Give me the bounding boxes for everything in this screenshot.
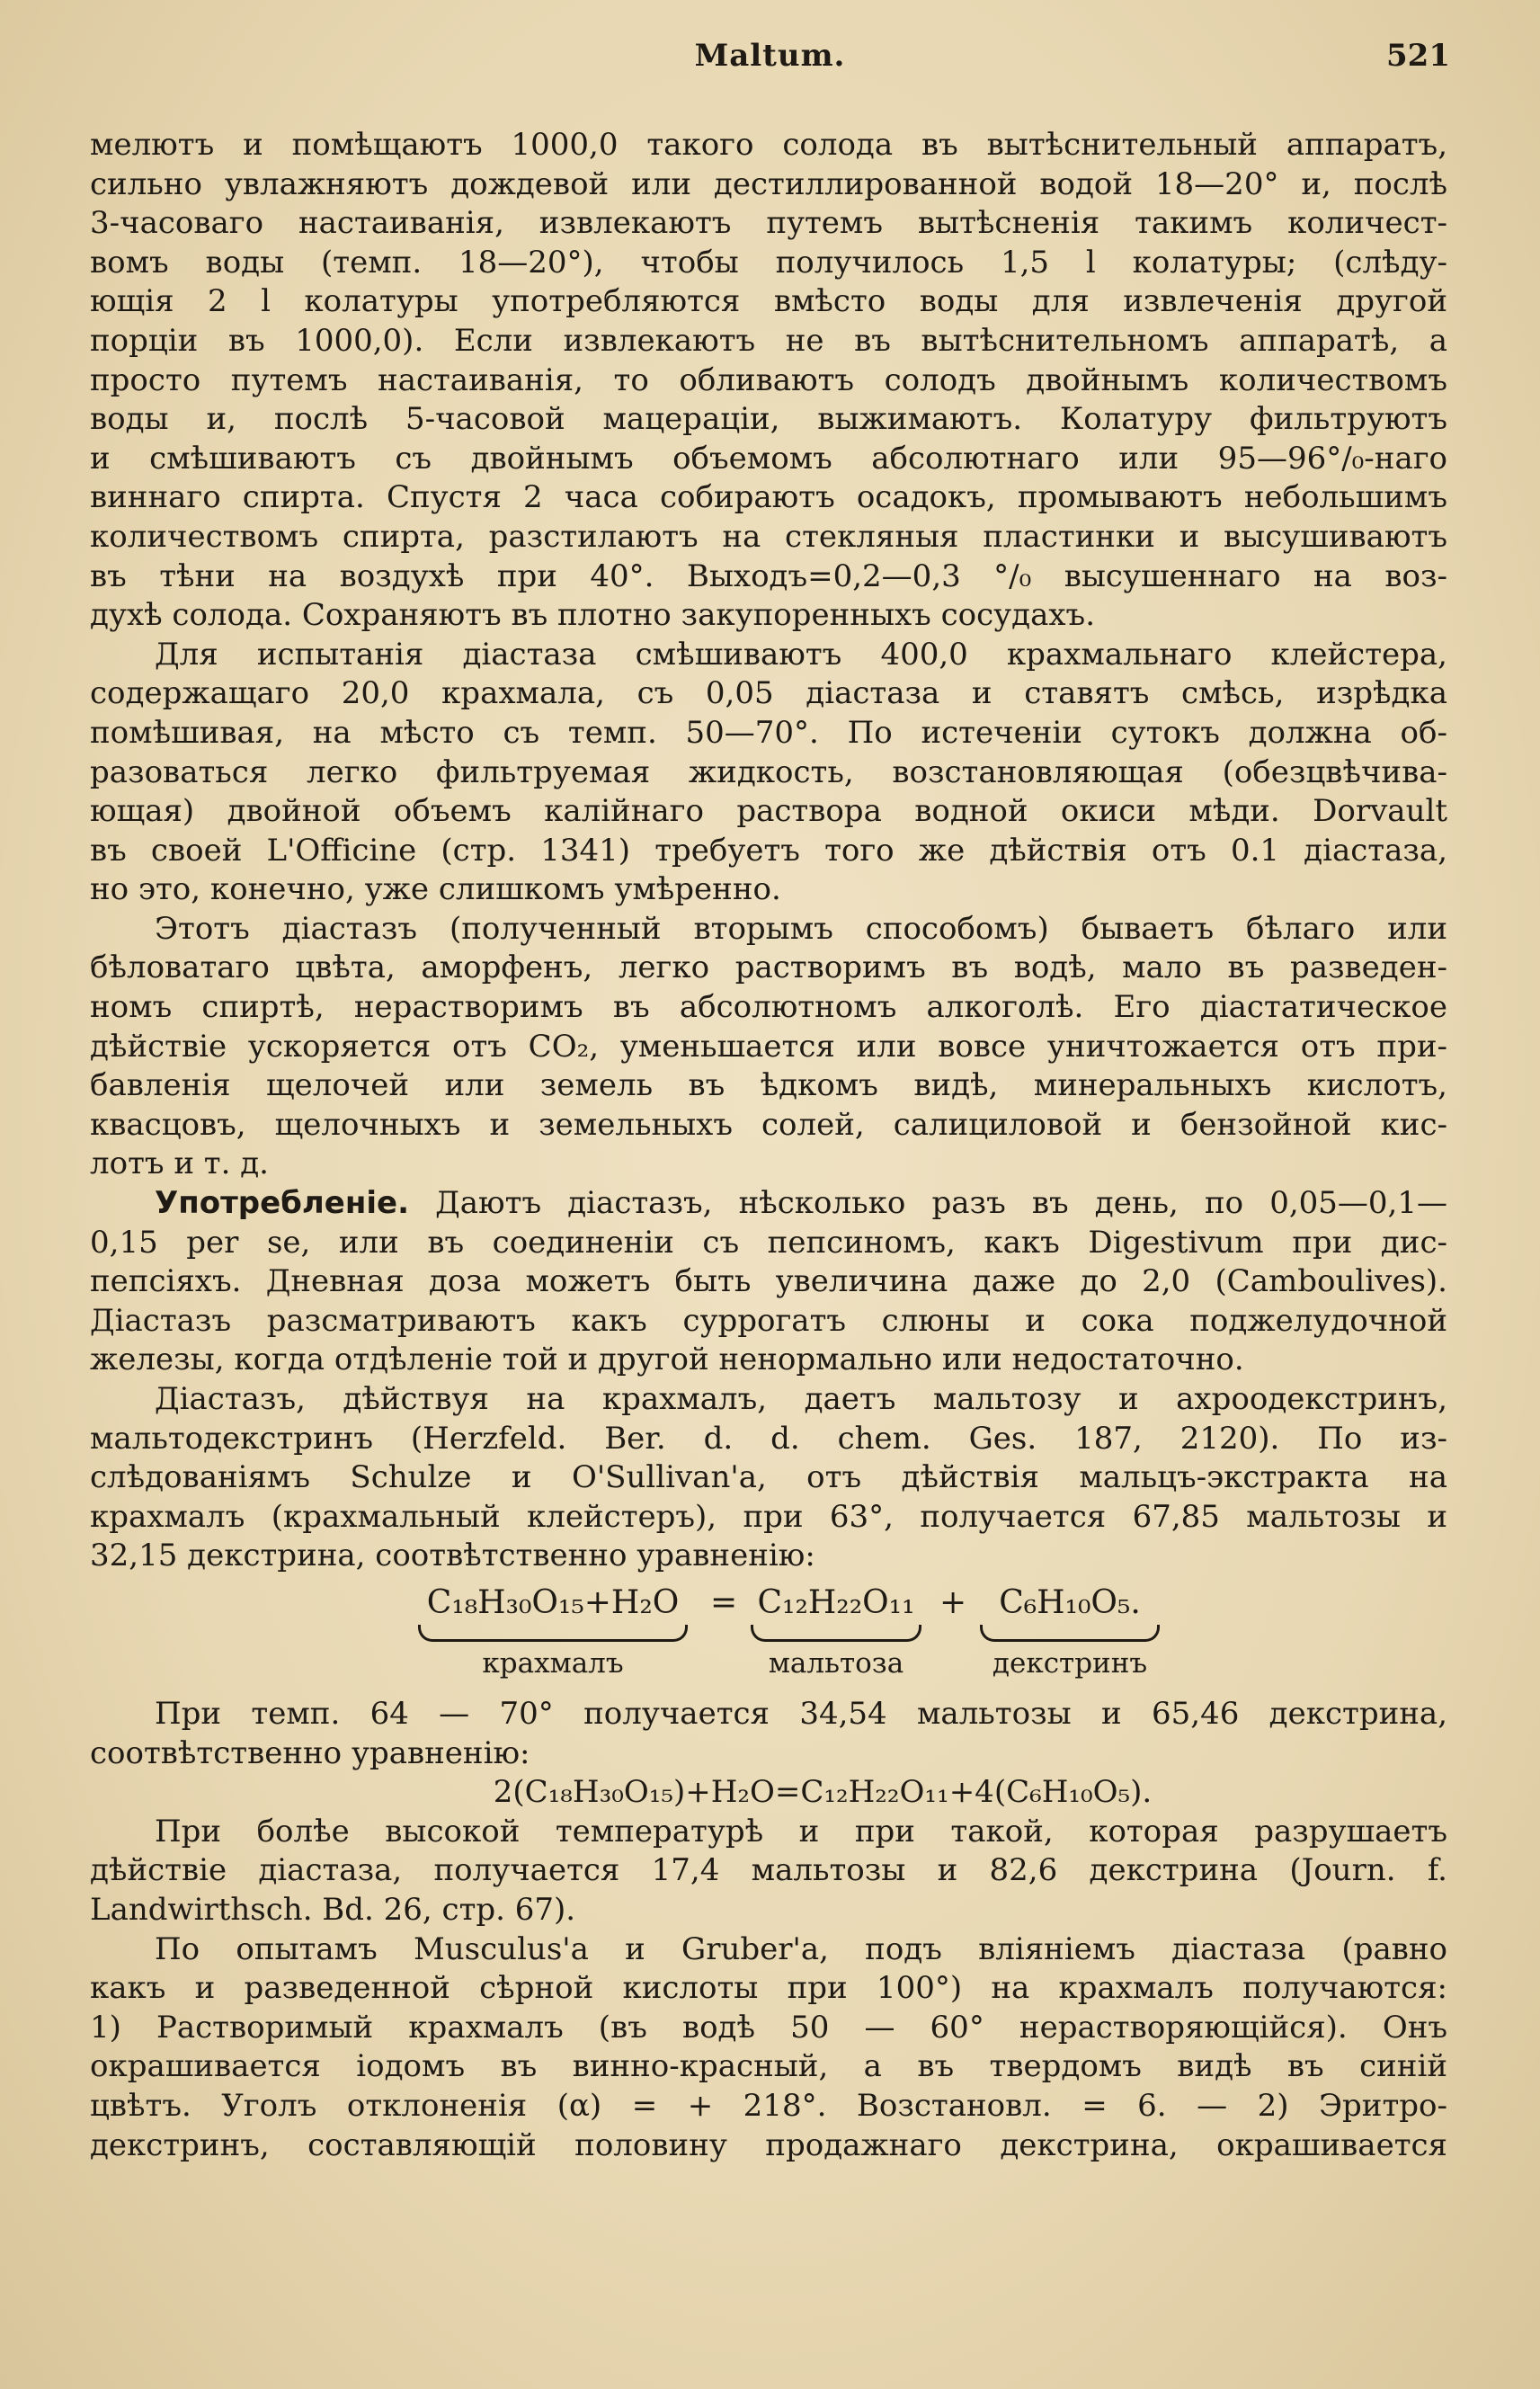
text-line: ющая) двойной объемъ калійнаго раствора водной окиси мѣди. Dorvault — [90, 793, 1447, 830]
text-line: мелютъ и помѣщаютъ 1000,0 такого солода въ вытѣснительный аппаратъ, — [90, 127, 1447, 163]
text-line: сильно увлажняютъ дождевой или дестиллированной водой 18—20° и, послѣ — [90, 165, 1447, 202]
underbrace — [418, 1625, 688, 1642]
paragraph — [90, 1813, 1447, 1930]
text-line: слѣдованіямъ Schulze и O'Sullivan'a, отъ дѣйствія мальцъ-экстракта на — [90, 1459, 1447, 1496]
paragraph — [90, 636, 1447, 910]
text-line: мальтодекстринъ (Herzfeld. Ber. d. d. chem. Ges. 187, 2120). По из- — [90, 1420, 1447, 1457]
paragraph — [90, 126, 1447, 636]
text-line: помѣшивая, на мѣсто съ темп. 50—70°. По истеченіи сутокъ должна об- — [90, 714, 1447, 751]
text-line: но это, конечно, уже слишкомъ умѣренно. — [90, 871, 781, 908]
text-line: При болѣе высокой температурѣ и при такой, которая разрушаетъ — [155, 1813, 1447, 1850]
equals-sign: = — [710, 1583, 738, 1621]
text-line: виннаго спирта. Спустя 2 часа собираютъ осадокъ, промываютъ небольшимъ — [90, 479, 1447, 516]
text-line: разоваться легко фильтруемая жидкость, возстановляющая (обезцвѣчива- — [90, 753, 1447, 790]
text-line: ющія 2 l колатуры употребляются вмѣсто воды для извлеченія другой — [90, 283, 1447, 320]
text-line — [90, 1184, 1447, 1224]
text-line: пепсіяхъ. Дневная доза можетъ быть увеличина даже до 2,0 (Camboulives). — [90, 1263, 1447, 1300]
text-line: воды и, послѣ 5-часовой мацераціи, выжимаютъ. Колатуру фильтруютъ — [90, 401, 1447, 438]
equation-term — [746, 1582, 926, 1681]
plus-sign: + — [939, 1583, 967, 1621]
section-heading-usage: Употребленіе. — [155, 1185, 409, 1222]
body-text — [90, 126, 1447, 2165]
formula: C₆H₁₀O₅. — [999, 1583, 1141, 1621]
formula-label: декстринъ — [992, 1646, 1148, 1680]
text-line: 3-часоваго настаиванія, извлекаютъ путемъ вытѣсненія такимъ количест- — [90, 205, 1447, 242]
text-line: бавленія щелочей или земель въ ѣдкомъ видѣ, минеральныхъ кислотъ, — [90, 1067, 1447, 1104]
text-line: количествомъ спирта, разстилаютъ на стекляныя пластинки и высушиваютъ — [90, 518, 1447, 555]
formula: C₁₂H₂₂O₁₁ — [757, 1583, 915, 1621]
running-title: Maltum. — [694, 38, 846, 74]
text-line: квасцовъ, щелочныхъ и земельныхъ солей, салициловой и бензойной кис- — [90, 1106, 1447, 1143]
text-line: Этотъ діастазъ (полученный вторымъ способомъ) бываетъ бѣлаго или — [155, 910, 1447, 947]
page-number: 521 — [1386, 38, 1450, 74]
text-line: какъ и разведенной сѣрной кислоты при 100°) на крахмалъ получаются: — [90, 1970, 1447, 2007]
formula: C₁₈H₃₀O₁₅+H₂O — [426, 1583, 680, 1621]
page-header — [90, 25, 1450, 97]
paragraph — [90, 910, 1447, 1184]
underbrace — [980, 1625, 1159, 1642]
text-line: дѣйствіе ускоряется отъ CO₂, уменьшается или вовсе уничтожается отъ при- — [90, 1028, 1447, 1065]
equation-inline: 2(C₁₈H₃₀O₁₅)+H₂O=C₁₂H₂₂O₁₁+4(C₆H₁₀O₅). — [493, 1774, 1153, 1811]
text-line: Landwirthsch. Bd. 26, стр. 67). — [90, 1891, 576, 1928]
text-span: Даютъ діастазъ, нѣсколько разъ въ день, по 0,05—0,1— — [409, 1185, 1447, 1222]
text-line: крахмалъ (крахмальный клейстеръ), при 63°, получается 67,85 мальтозы и — [90, 1498, 1447, 1535]
text-line: лотъ и т. д. — [90, 1145, 269, 1182]
text-line: окрашивается іодомъ въ винно-красный, а въ твердомъ видѣ въ синій — [90, 2048, 1447, 2085]
text-line: При темп. 64 — 70° получается 34,54 мальтозы и 65,46 декстрина, — [155, 1695, 1447, 1732]
text-line: цвѣтъ. Уголъ отклоненія (α) = + 218°. Возстановл. = 6. — 2) Эритро- — [90, 2087, 1447, 2124]
text-line: просто путемъ настаиванія, то обливаютъ солодъ двойнымъ количествомъ — [90, 361, 1447, 398]
text-line: Діастазъ, дѣйствуя на крахмалъ, даетъ мальтозу и ахроодекстринъ, — [155, 1381, 1447, 1417]
text-line: вомъ воды (темп. 18—20°), чтобы получилось 1,5 l колатуры; (слѣду- — [90, 244, 1447, 281]
text-line: и смѣшиваютъ съ двойнымъ объемомъ абсолютнаго или 95—96°/₀-наго — [90, 440, 1447, 477]
text-line: декстринъ, составляющій половину продажнаго декстрина, окрашивается — [90, 2126, 1447, 2163]
text-line: духѣ солода. Сохраняютъ въ плотно закупоренныхъ сосудахъ. — [90, 597, 1095, 634]
text-line: 0,15 per se, или въ соединеніи съ пепсиномъ, какъ Digestivum при дис- — [90, 1224, 1447, 1261]
text-line: въ тѣни на воздухѣ при 40°. Выходъ=0,2—0,3 °/₀ высушеннаго на воз- — [90, 557, 1447, 594]
text-line: Діастазъ разсматриваютъ какъ суррогатъ слюны и сока поджелудочной — [90, 1302, 1447, 1339]
paragraph — [90, 1380, 1447, 1576]
text-line: 32,15 декстрина, соотвѣтственно уравненію: — [90, 1538, 815, 1574]
equation-term — [409, 1582, 697, 1681]
underbrace — [751, 1625, 921, 1642]
formula-label: крахмалъ — [482, 1646, 624, 1680]
text-line: соотвѣтственно уравненію: — [90, 1734, 530, 1771]
text-line: бѣловатаго цвѣта, аморфенъ, легко растворимъ въ водѣ, мало въ разведен- — [90, 949, 1447, 986]
text-line: порціи въ 1000,0). Если извлекаютъ не въ вытѣснительномъ аппаратѣ, а — [90, 322, 1447, 359]
paragraph — [90, 1184, 1447, 1380]
equation-underbraced — [90, 1582, 1447, 1688]
equation-term — [975, 1582, 1164, 1681]
text-line: содержащаго 20,0 крахмала, съ 0,05 діастаза и ставятъ смѣсь, изрѣдка — [90, 675, 1447, 712]
text-line: железы, когда отдѣленіе той и другой ненормально или недостаточно. — [90, 1342, 1244, 1378]
paragraph — [90, 1695, 1447, 1773]
text-line: номъ спиртѣ, нерастворимъ въ абсолютномъ алкоголѣ. Его діастатическое — [90, 989, 1447, 1026]
text-line: По опытамъ Musculus'a и Gruber'a, подъ вліяніемъ діастаза (равно — [155, 1930, 1447, 1967]
formula-label: мальтоза — [768, 1646, 904, 1680]
text-line: дѣйствіе діастаза, получается 17,4 мальтозы и 82,6 декстрина (Journ. f. — [90, 1852, 1447, 1889]
paragraph — [90, 1930, 1447, 2166]
text-line: въ своей L'Officine (стр. 1341) требуетъ того же дѣйствія отъ 0.1 діастаза, — [90, 832, 1447, 869]
text-line: 1) Растворимый крахмалъ (въ водѣ 50 — 60° нерастворяющійся). Онъ — [90, 2009, 1447, 2046]
text-line: Для испытанія діастаза смѣшиваютъ 400,0 крахмальнаго клейстера, — [155, 636, 1447, 673]
